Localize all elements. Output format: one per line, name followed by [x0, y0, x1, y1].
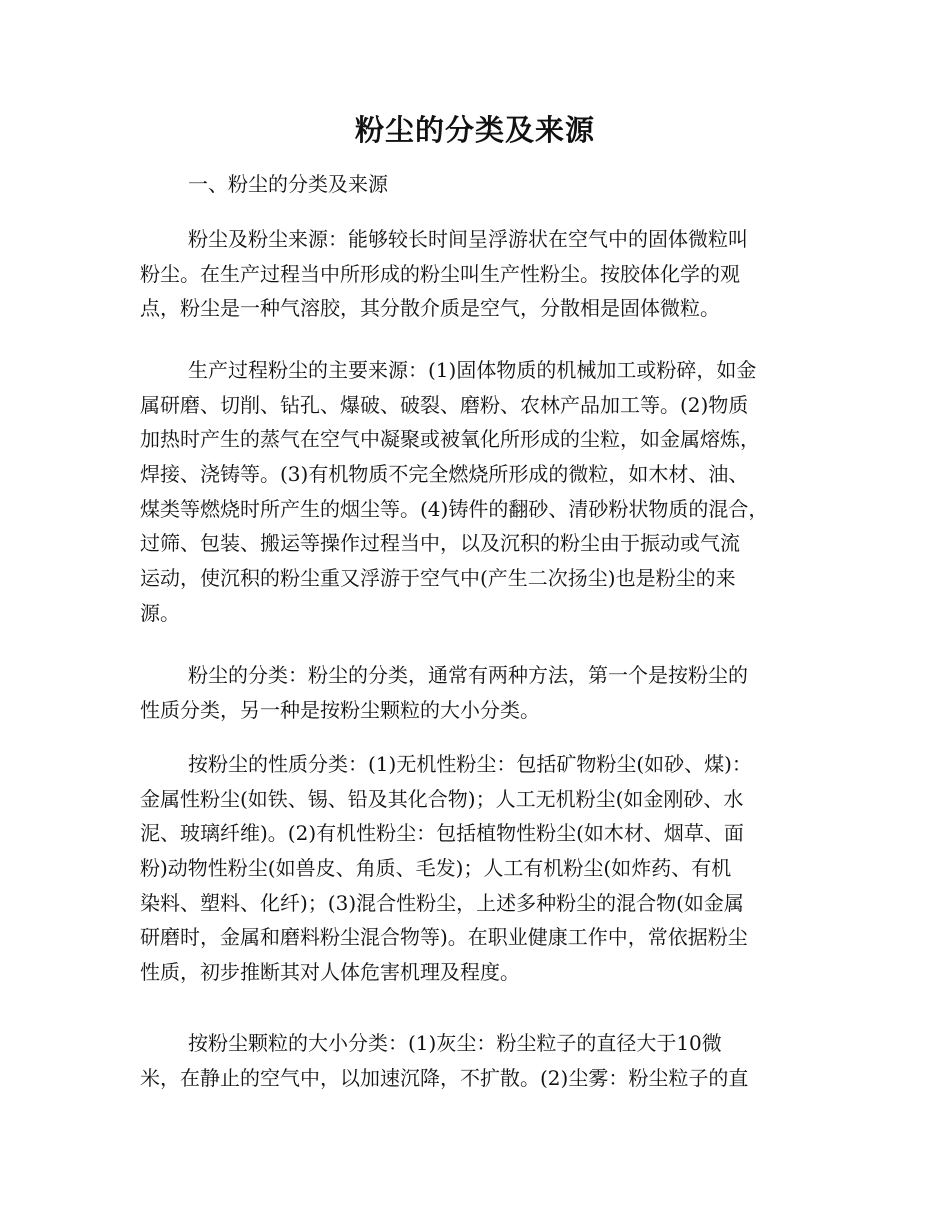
- paragraph: [140, 1026, 810, 1095]
- section-heading: 一、粉尘的分类及来源: [188, 172, 388, 196]
- paragraph-line: 加热时产生的蒸气在空气中凝聚或被氧化所形成的尘粒，如金属熔炼，: [140, 427, 760, 452]
- paragraph: [140, 222, 810, 326]
- paragraph-line: 源。: [140, 600, 180, 625]
- paragraph: [140, 353, 810, 631]
- paragraph-line: 粉尘及粉尘来源：能够较长时间呈浮游状在空气中的固体微粒叫: [188, 227, 748, 251]
- paragraph-line: 性质分类，另一种是按粉尘颗粒的大小分类。: [140, 697, 540, 722]
- paragraph-line: 点，粉尘是一种气溶胶，其分散介质是空气，分散相是固体微粒。: [140, 296, 720, 321]
- paragraph-line: 生产过程粉尘的主要来源：(1)固体物质的机械加工或粉碎，如金: [188, 358, 757, 382]
- paragraph-line: 粉)动物性粉尘(如兽皮、角质、毛发)；人工有机粉尘(如炸药、有机: [140, 856, 732, 881]
- paragraph-line: 粉尘。在生产过程当中所形成的粉尘叫生产性粉尘。按胶体化学的观: [140, 261, 740, 286]
- paragraph-line: 焊接、浇铸等。(3)有机物质不完全燃烧所形成的微粒，如木材、油、: [140, 462, 749, 487]
- paragraph-line: 粉尘的分类：粉尘的分类，通常有两种方法，第一个是按粉尘的: [188, 663, 748, 687]
- paragraph-line: 米，在静止的空气中，以加速沉降，不扩散。(2)尘雾：粉尘粒子的直: [140, 1065, 749, 1090]
- paragraph-line: 金属性粉尘(如铁、锡、铅及其化合物)；人工无机粉尘(如金刚砂、水: [140, 786, 744, 811]
- paragraph-line: 染料、塑料、化纤)；(3)混合性粉尘，上述多种粉尘的混合物(如金属: [140, 890, 744, 915]
- paragraph-line: 属研磨、切削、钻孔、爆破、破裂、磨粉、农林产品加工等。(2)物质: [140, 392, 749, 417]
- paragraph-line: 煤类等燃烧时所产生的烟尘等。(4)铸件的翻砂、清砂粉状物质的混合，: [140, 496, 769, 521]
- paragraph-line: 按粉尘的性质分类：(1)无机性粉尘：包括矿物粉尘(如砂、煤)：: [188, 752, 752, 776]
- document-title: 粉尘的分类及来源: [354, 113, 595, 147]
- paragraph-line: 按粉尘颗粒的大小分类：(1)灰尘：粉尘粒子的直径大于10微: [188, 1031, 722, 1055]
- paragraph-line: 性质，初步推断其对人体危害机理及程度。: [140, 960, 520, 985]
- paragraph: [140, 747, 810, 990]
- paragraph-line: 研磨时，金属和磨料粉尘混合物等)。在职业健康工作中，常依据粉尘: [140, 925, 748, 950]
- paragraph-line: 泥、玻璃纤维)。(2)有机性粉尘：包括植物性粉尘(如木材、烟草、面: [140, 821, 744, 846]
- paragraph: [140, 658, 810, 727]
- paragraph-line: 过筛、包装、搬运等操作过程当中，以及沉积的粉尘由于振动或气流: [140, 531, 740, 556]
- paragraph-line: 运动，使沉积的粉尘重又浮游于空气中(产生二次扬尘)也是粉尘的来: [140, 566, 736, 591]
